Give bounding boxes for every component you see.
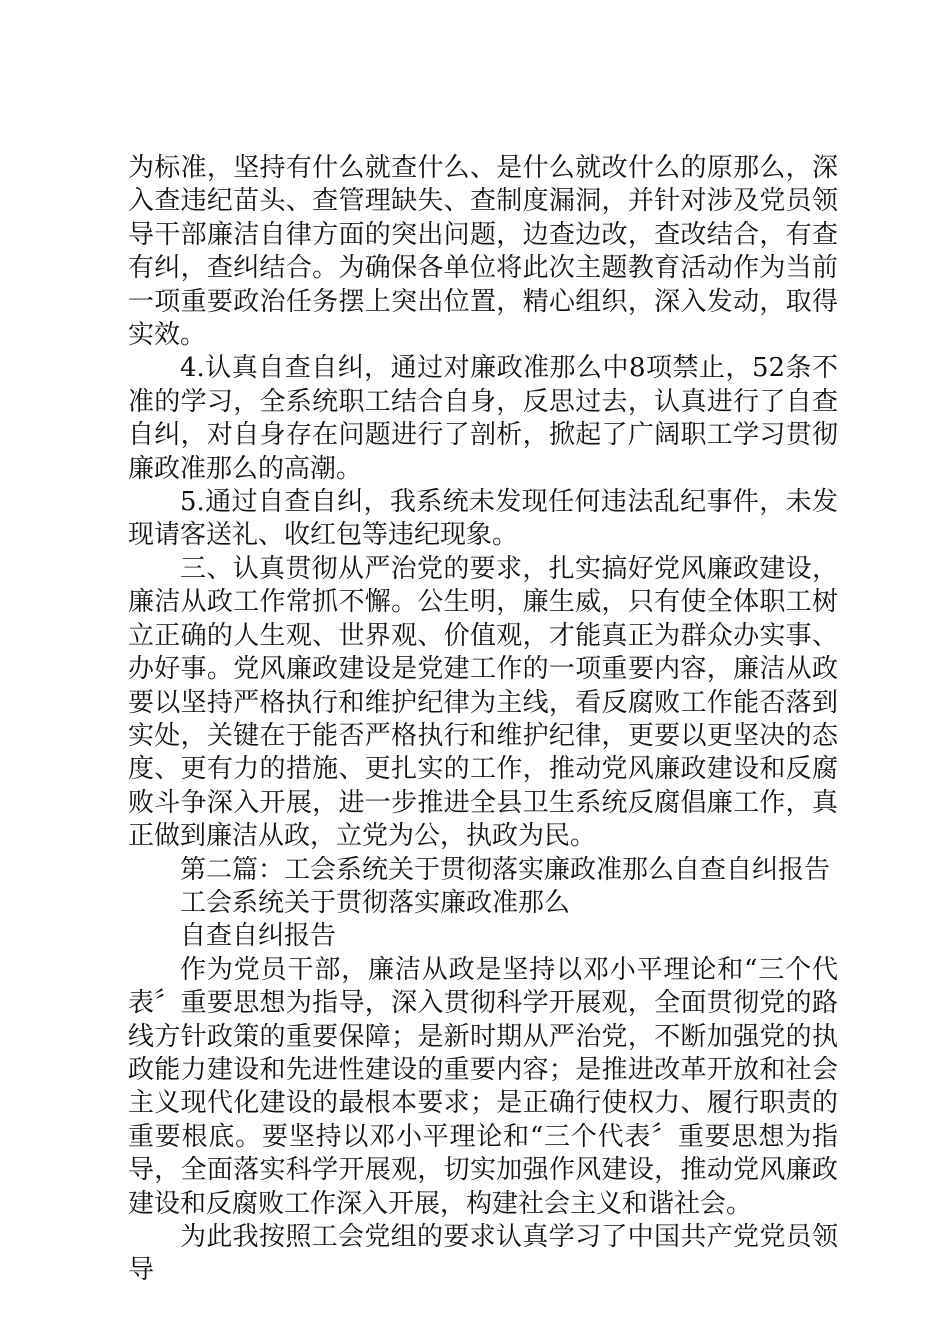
report-title-line-2: 自查自纠报告 [180, 921, 337, 952]
paragraph-intro: 作为党员干部，廉洁从政是坚持以邓小平理论和“三个代表〞重要思想为指导，深入贯彻科学开展观，全面贯彻党的路线方针政策的重要保障；是新时期从严治党，不断加强党的执政能力建设和先进性建设的重要内容；是推进改革开放和社会主义现代化建设的最根本要求；是正确行使权力、履行职责的重要根底。要坚持以邓小平理论和“三个代表〞重要思想为指导，全面落实科学开展观，切实加强作风建设，推动党风廉政建设和反腐败工作深入开展，构建社会主义和谐社会。 [128, 954, 838, 1219]
paragraph-continuation: 为标准，坚持有什么就查什么、是什么就改什么的原那么，深入查违纪苗头、查管理缺失、查制度漏洞，并针对涉及党员领导干部廉洁自律方面的突出问题，边查边改，查改结合，有查有纠，查纠结合。为确保各单位将此次主题教育活动作为当前一项重要政治任务摆上突出位置，精心组织，深入发动，取得实效。 [128, 153, 838, 351]
paragraph-item-4: 4.认真自查自纠，通过对廉政准那么中8项禁止，52条不准的学习，全系统职工结合自身，反思过去，认真进行了自查自纠，对自身存在问题进行了剖析，掀起了广阔职工学习贯彻廉政准那么的高潮。 [128, 353, 838, 484]
document-body [128, 152, 838, 1288]
chapter-heading: 第二篇：工会系统关于贯彻落实廉政准那么自查自纠报告 [180, 854, 831, 885]
paragraph-item-5: 5.通过自查自纠，我系统未发现任何违法乱纪事件，未发现请客送礼、收红包等违纪现象。 [128, 487, 838, 551]
report-title-line-1: 工会系统关于贯彻落实廉政准那么 [180, 887, 571, 918]
paragraph-section-3: 三、认真贯彻从严治党的要求，扎实搞好党风廉政建设，廉洁从政工作常抓不懈。公生明，廉生威，只有使全体职工树立正确的人生观、世界观、价值观，才能真正为群众办实事、办好事。党风廉政建设是党建工作的一项重要内容，廉洁从政要以坚持严格执行和维护纪律为主线，看反腐败工作能否落到实处，关键在于能否严格执行和维护纪律，更要以更坚决的态度、更有力的措施、更扎实的工作，推动党风廉政建设和反腐败斗争深入开展，进一步推进全县卫生系统反腐倡廉工作，真正做到廉洁从政，立党为公，执政为民。 [128, 553, 838, 852]
paragraph-study: 为此我按照工会党组的要求认真学习了中国共产党党员领导 [128, 1222, 838, 1286]
